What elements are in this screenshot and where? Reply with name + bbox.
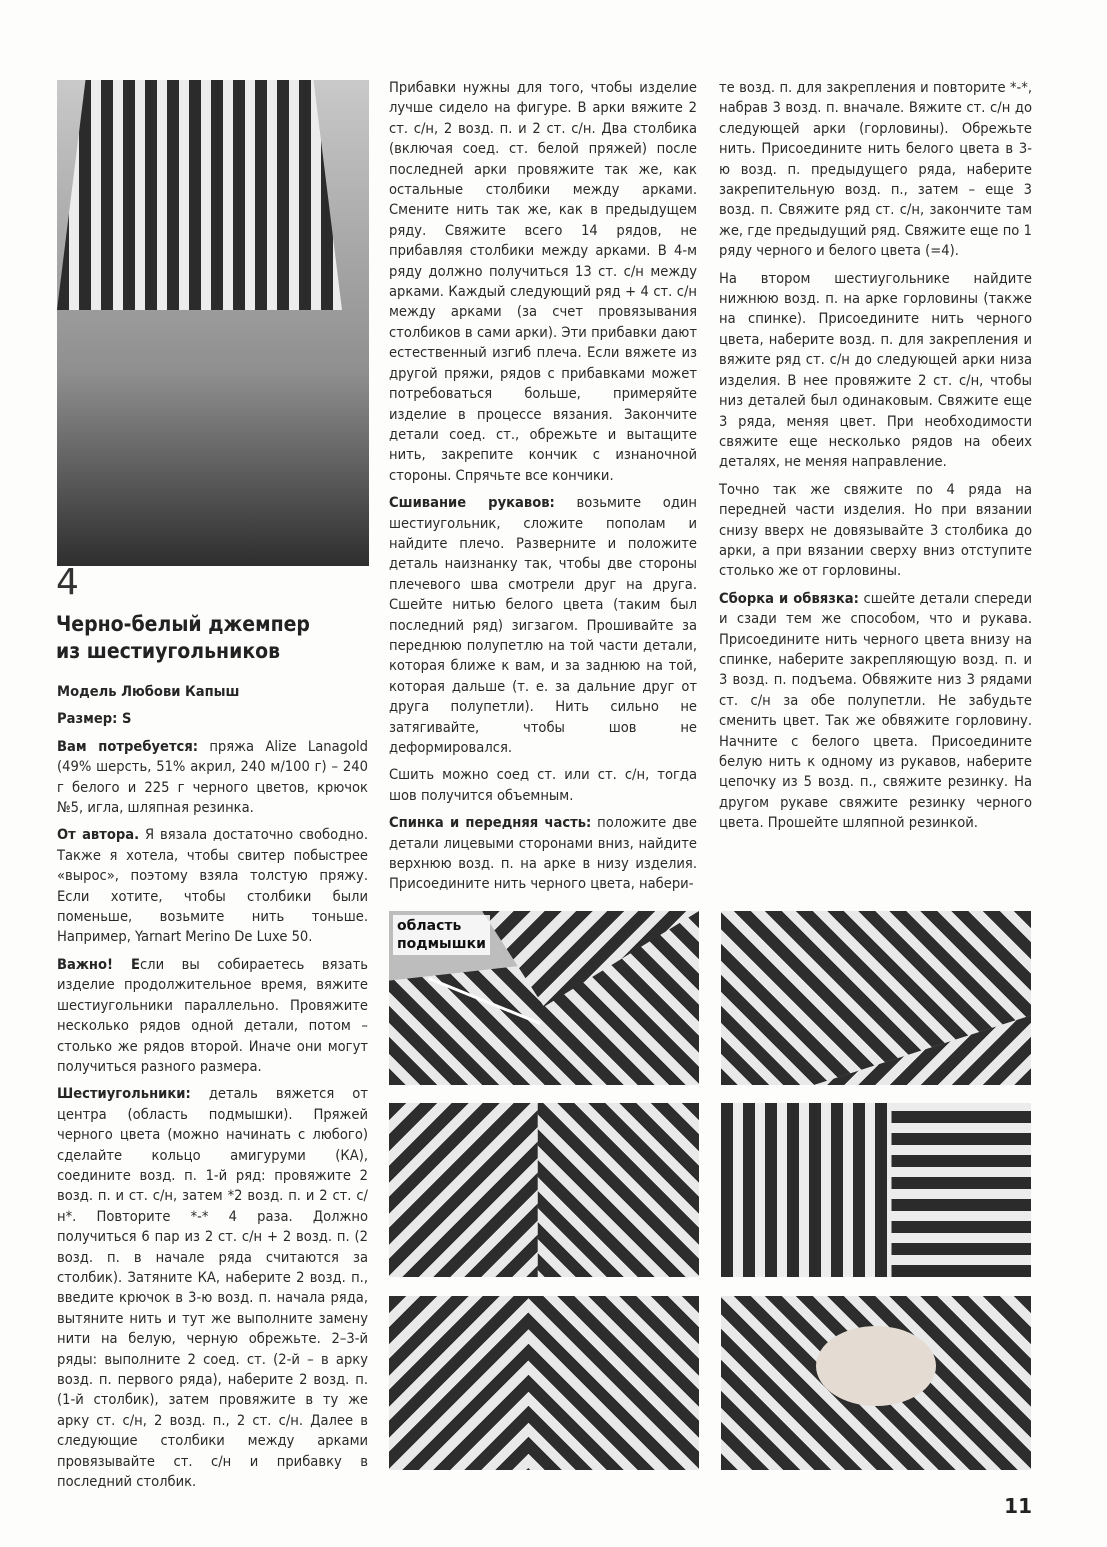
step-photo-6 <box>721 1296 1031 1470</box>
col3-paragraph-1: те возд. п. для закрепления и повторите *-*, набрав 3 возд. п. вначале. Вяжите ст. с/н до следующей арки (горловины). Обрежьте нить. Присоедините нить белого цвета в 3-ю возд. п. предыдущего ряда, наберите закрепительную возд. п., затем – еще 3 возд. п. Свяжите ряд ст. с/н, закончите там же, где предыдущий ряд. Свяжите еще по 1 ряду черного и белого цвета (=4). <box>719 79 1032 260</box>
col3-paragraph-2: На втором шестиугольнике найдите нижнюю возд. п. на арке горловины (также на спинке). Присоедините нить черного цвета, наберите возд. п. для закрепления и вяжите ряд ст. с/н до следующей арки низа изделия. В нее провяжите 2 ст. с/н, чтобы низ деталей был одинаковым. Свяжите еще 3 ряда, меняя цвет. При необходимости свяжите еще несколько рядов на обеих деталях, не меняя направление. <box>719 269 1032 471</box>
important-paragraph: Важно! Если вы собираетесь вязать изделие продолжительное время, вяжите шестиугольники параллельно. Провяжите несколько рядов одной детали, потом – столько же рядов второй. Иначе они могут получиться разного размера. <box>57 955 368 1075</box>
step-photo-3 <box>389 1103 699 1277</box>
sleeves-paragraph: Сшивание рукавов: возьмите один шестиугольник, сложите пополам и найдите плечо. Разверните и положите деталь наизнанку так, чтобы две стороны плечевого шва смотрели друг на друга. Сшейте нитью белого цвета (таким был последний ряд) зигзагом. Прошивайте за переднюю полупетлю на той части детали, которая ближе к вам, и за заднюю на той, которая дальше (т. е. за дальние друг от друга полупетли). Нить сильно не затягивайте, чтобы шов не деформировался. <box>389 494 698 756</box>
title-line-1: Черно-белый джемпер <box>56 612 310 636</box>
article-title <box>56 611 376 665</box>
step-photo-1 <box>389 911 699 1085</box>
step-photo-4 <box>721 1103 1031 1277</box>
underarm-label: область подмышки <box>393 915 490 955</box>
hexagons-paragraph: Шестиугольники: деталь вяжется от центра (область подмышки). Пряжей черного цвета (можно начинать с любого) сделайте кольцо амигуруми (КА), соедините возд. п. 1-й ряд: провяжите 2 возд. п. и ст. с/н, затем *2 возд. п. и 2 ст. с/н*. Повторите *-* 4 раза. Должно получиться 6 пар из 2 ст. с/н + 2 возд. п. (2 возд. п. в начале ряда считаются за столбик). Затяните КА, наберите 2 возд. п., введите крючок в 3-ю возд. п. начала ряда, вытяните нить и тут же выполните замену нити на белую, черную обрежьте. 2–3-й ряды: выполните 2 соед. ст. (2-й – в арку возд. п. первого ряда), наберите 2 возд. п. (1-й столбик), затем провяжите в ту же арку ст. с/н, 2 возд. п., 2 ст. с/н. Далее в следующие столбики между арками провязывайте ст. с/н и прибавку в последний столбик. <box>57 1085 368 1491</box>
materials-paragraph: Вам потребуется: пряжа Alize Lanagold (49% шерсть, 51% акрил, 240 м/100 г) – 240 г белого и 225 г черного цветов, крючок №5, игла, шляпная резинка. <box>57 737 368 817</box>
article-number: 4 <box>56 562 79 603</box>
column-3 <box>719 78 1032 841</box>
designer: Модель Любови Капыш <box>57 683 240 700</box>
step-photo-2 <box>721 911 1031 1085</box>
back-front-paragraph: Спинка и передняя часть: положите две детали лицевыми сторонами вниз, найдите верхнюю возд. п. на арке в низу изделия. Присоедините нить черного цвета, набери- <box>389 814 697 893</box>
size: Размер: S <box>57 710 132 728</box>
col3-paragraph-3: Точно так же свяжите по 4 ряда на передней части изделия. Но при вязании снизу вверх не довязывайте 3 столбика до арки, а при вязании сверху вниз отступите столько же от горловины. <box>719 480 1032 580</box>
title-line-2: из шестиугольников <box>56 639 281 663</box>
model-photo <box>57 80 369 566</box>
column-1 <box>57 682 368 1499</box>
page-number: 11 <box>1004 1494 1032 1518</box>
seam-note: Сшить можно соед ст. или ст. с/н, тогда шов получится объемным. <box>389 766 697 804</box>
column-2 <box>389 78 697 902</box>
increase-paragraph: Прибавки нужны для того, чтобы изделие лучше сидело на фигуре. В арки вяжите 2 ст. с/н, 2 возд. п. и 2 ст. с/н. Два столбика (включая соед. ст. белой пряжей) после последней арки провяжите так же, как остальные столбики между арками. Смените нить так же, как в предыдущем ряду. Свяжите всего 14 рядов, не прибавляя столбики между арками. В 4-м ряду должно получиться 13 ст. с/н между арками. Каждый следующий ряд + 4 ст. с/н между арками (за счет провязывания столбиков в сами арки). Эти прибавки дают естественный изгиб плеча. Если вяжете из другой пряжи, рядов с прибавками может потребоваться больше, примеряйте изделие в процессе вязания. Закончите детали соед. ст., обрежьте и вытащите нить, закрепите кончик с изнаночной стороны. Спрячьте все кончики. <box>389 79 697 484</box>
author-paragraph: От автора. Я вязала достаточно свободно. Также я хотела, чтобы свитер побыстрее «вырос», поэтому взяла толстую пряжу. Если хотите, чтобы столбики были поменьше, возьмите нить тоньше. Например, Yarnart Merino De Luxe 50. <box>57 826 368 946</box>
assembly-paragraph: Сборка и обвязка: сшейте детали спереди и сзади тем же способом, что и рукава. Присоедините нить черного цвета внизу на спинке, наберите закрепляющую возд. п. и 3 возд. п. подъема. Обвяжите низ 3 рядами ст. с/н за обе полупетли. Не забудьте сменить цвет. Так же обвяжите горловину. Начните с белого цвета. Присоедините белую нить к одному из рукавов, наберите цепочку из 5 возд. п., свяжите резинку. На другом рукаве свяжите резинку черного цвета. Прошейте шляпной резинкой. <box>719 589 1032 832</box>
step-photo-5 <box>389 1296 699 1470</box>
